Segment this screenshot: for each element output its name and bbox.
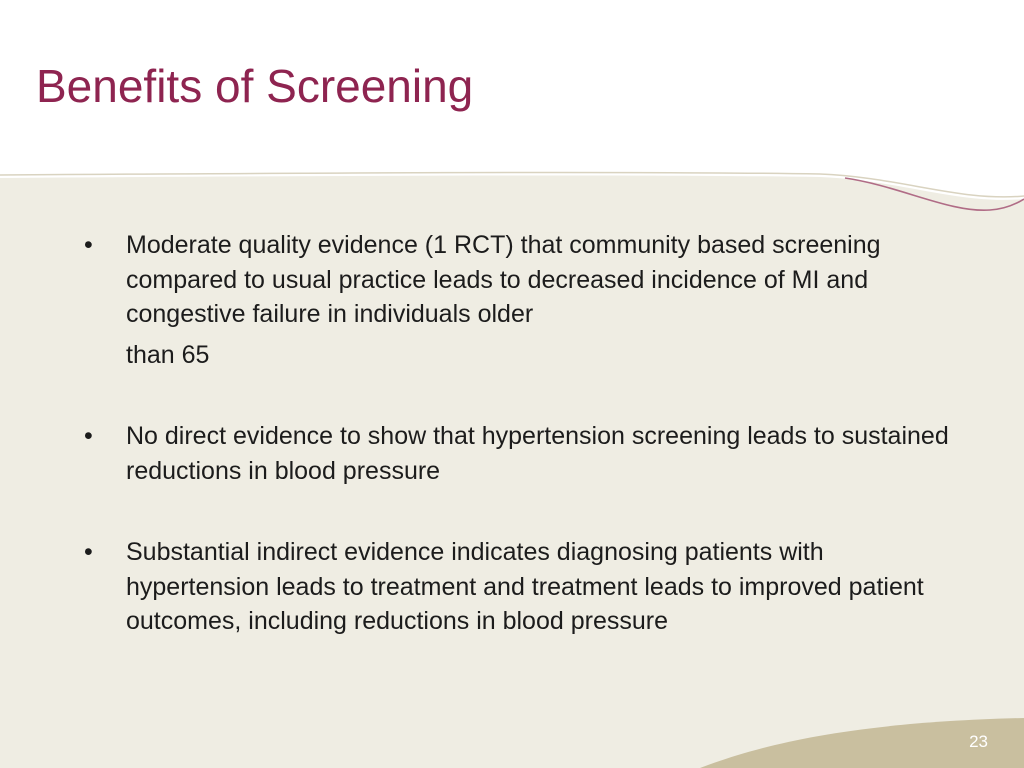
bullet-text: Substantial indirect evidence indicates diagnosing patients with hypertension leads to treatment and treatment leads to improved patient outcomes, including reductions in blood pressure	[126, 538, 924, 635]
bullet-marker: •	[84, 538, 93, 566]
bullet-list	[84, 228, 954, 639]
bullet-text: No direct evidence to show that hypertension screening leads to sustained reductions in blood pressure	[126, 422, 949, 485]
page-number: 23	[969, 732, 988, 751]
bullet-marker: •	[84, 422, 93, 450]
bullet-item	[84, 228, 954, 372]
bullet-text: Moderate quality evidence (1 RCT) that community based screening compared to usual practice leads to decreased incidence of MI and congestive failure in individuals older	[126, 231, 881, 328]
bullet-item	[84, 419, 954, 488]
bullet-marker: •	[84, 231, 93, 259]
bullet-item	[84, 535, 954, 639]
bullet-text-continuation: than 65	[126, 340, 210, 369]
slide-title: Benefits of Screening	[36, 60, 474, 112]
